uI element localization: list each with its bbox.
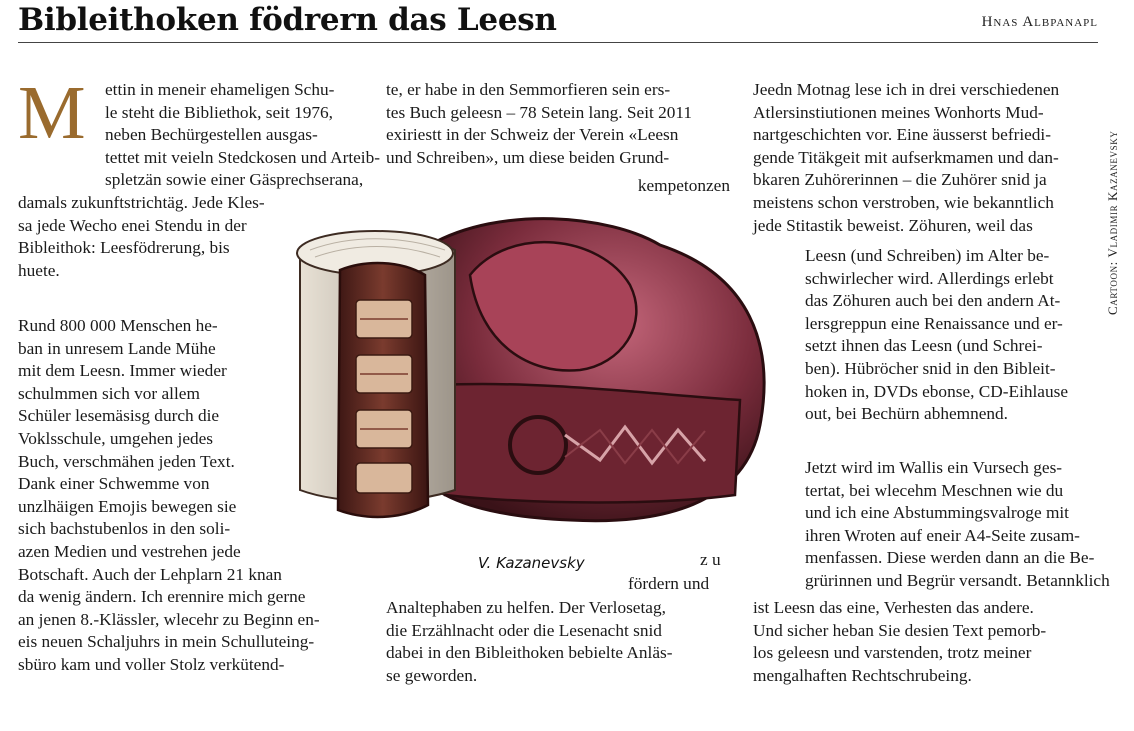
headline-rule: [18, 42, 1098, 43]
col1-intro-rest: damals zukunftstrichtäg. Jede Kles- sa jede Wecho enei Stendu in der Bibleithok: Leesfödrerung, bis huete.: [18, 193, 265, 280]
col3-top: Jeedn Motnag lese ich in drei verschiedenen Atlersinstiutionen meines Wonhorts Mud- nartgeschichten vor. Eine äusserst befriedi- gende Titäkgeit mit aufserkmamen und dan- bkaren Zuhörerinnen – die Zuhörer snid ja meistens schon verstroben, wie bekanntlich jede Stitastik beweist. Zöhuren, weil das: [753, 80, 1060, 235]
col3-paragraph-2-end: ist Leesn das eine, Verhesten das andere. Und sicher heban Sie desien Text pemorb- los geleesn und varstenden, trotz meiner mengalhaften Rechtschrubeing.: [753, 598, 1047, 685]
cartoon-illustration: [280, 205, 780, 545]
headline: Bibleithoken födrern das Leesn: [18, 2, 557, 38]
col2-zu: z u: [700, 550, 721, 569]
cartoon-credit: Cartoon: Vladimir Kazanevsky: [1105, 130, 1120, 315]
col3-middle: Leesn (und Schreiben) im Alter be- schwirlecher wird. Allerdings erlebt das Zöhuren auch bei den andern At- lersgreppun eine Renaissance und er- setzt ihnen das Leesn (und Schrei- ben). Hübröcher snid in den Bibleit- hoken in, DVDs ebonse, CD-Eihlause out, bei Bechürn abhemnend.: [805, 246, 1069, 424]
drop-cap: M: [18, 71, 86, 155]
col2-top: te, er habe in den Semmorfieren sein ers- tes Buch geleesn – 78 Setein lang. Seit 2011 exiriestt in der Schweiz der Verein «Leesn und Schreiben», um diese beiden Grund-: [386, 80, 693, 167]
author-byline: Hnas Albpanapl: [981, 14, 1098, 30]
col1-intro-first: ettin in meneir ehameligen Schu- le steht die Bibliethok, seit 1976, neben Bechürgestellen ausgas- tettet mit veieln Stedckosen und Arteib- spletzän sowie einer Gäsprechserana,: [105, 80, 380, 190]
cartoon-signature: V. Kazanevsky: [478, 554, 585, 572]
col1-paragraph-2: Rund 800 000 Menschen he- ban in unresem Lande Mühe mit dem Leesn. Immer wieder schulmmen sich vor allem Schüler lesemäsisg durch die Voklsschule, umgehen jedes Buch, verschmähen jeden Text. Dank einer Schwemme von unzlhäigen Emojis bewegen sie sich bachstubenlos in den soli- azen Medien und vestrehen jede Botschaft. Auch der Lehplarn 21 knan da wenig ändern. Ich erennire mich gerne an jenen 8.-Klässler, wlecehr zu Beginn en- eis neuen Schaljuhrs in mein Schulluteing- sbüro kam und voller Stolz verkütend-: [18, 316, 320, 674]
col3-paragraph-2: Jetzt wird im Wallis ein Vursech ges- tertat, bei wlecehm Meschnen wie du und ich eine Abstummingsvalroge mit ihren Wroten auf eneir A4-Seite zusam- menfassen. Diese werden dann an die Be- grürinnen und Begrür versandt. Betannklich: [805, 458, 1110, 590]
col2-bottom: Analtephaben zu helfen. Der Verlosetag, die Erzählnacht oder die Lesenacht snid dabei in den Bibleithoken bebielte Anläs- se geworden.: [386, 598, 673, 685]
col2-foerdern: fördern und: [628, 574, 710, 593]
col2-kempetonzen: kempetonzen: [637, 176, 730, 195]
